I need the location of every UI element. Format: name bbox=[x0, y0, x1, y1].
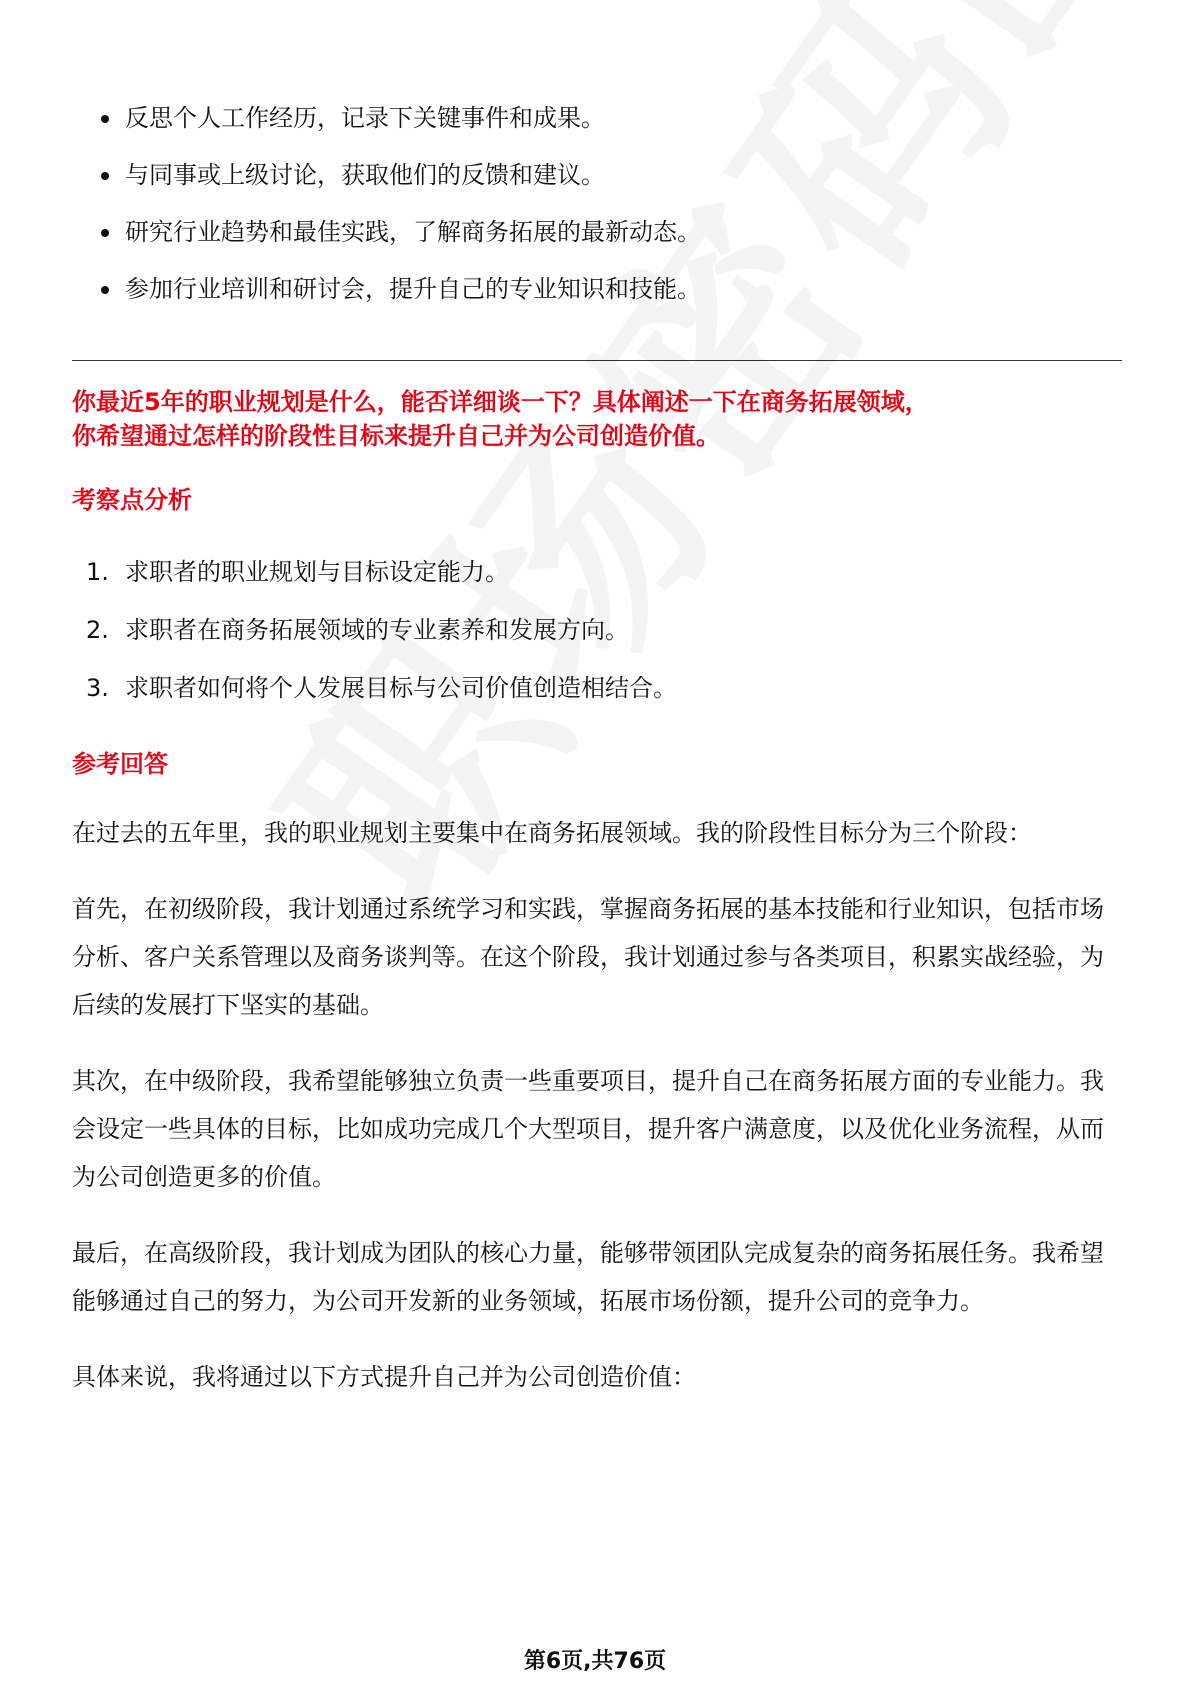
item-text: 求职者的职业规划与目标设定能力。 bbox=[125, 558, 509, 586]
item-text: 求职者在商务拓展领域的专业素养和发展方向。 bbox=[125, 616, 629, 644]
answer-paragraph: 具体来说，我将通过以下方式提升自己并为公司创造价值： bbox=[72, 1363, 696, 1391]
item-number: 1. bbox=[86, 558, 109, 586]
list-item: 与同事或上级讨论，获取他们的反馈和建议。 bbox=[72, 147, 1122, 204]
question-line-2: 你希望通过怎样的阶段性目标来提升自己并为公司创造价值。 bbox=[72, 422, 720, 450]
answer-paragraph: 其次，在中级阶段，我希望能够独立负责一些重要项目，提升自己在商务拓展方面的专业能力。我会设定一些具体的目标，比如成功完成几个大型项目，提升客户满意度，以及优化业务流程，从而为公司创造更多的价值。 bbox=[72, 1067, 1104, 1191]
list-item: 研究行业趋势和最佳实践，了解商务拓展的最新动态。 bbox=[72, 204, 1122, 261]
answer-paragraph: 最后，在高级阶段，我计划成为团队的核心力量，能够带领团队完成复杂的商务拓展任务。我希望能够通过自己的努力，为公司开发新的业务领域，拓展市场份额，提升公司的竞争力。 bbox=[72, 1239, 1104, 1315]
bullet-list bbox=[72, 90, 1122, 318]
item-text: 求职者如何将个人发展目标与公司价值创造相结合。 bbox=[125, 674, 677, 702]
answer-paragraph: 在过去的五年里，我的职业规划主要集中在商务拓展领域。我的阶段性目标分为三个阶段： bbox=[72, 819, 1032, 847]
interview-question bbox=[72, 385, 1122, 453]
page-content bbox=[72, 90, 1122, 1401]
answer-heading: 参考回答 bbox=[72, 750, 168, 778]
item-number: 3. bbox=[86, 674, 109, 702]
section-divider bbox=[72, 360, 1122, 361]
list-item bbox=[72, 543, 1122, 601]
analysis-heading: 考察点分析 bbox=[72, 486, 192, 514]
list-item: 反思个人工作经历，记录下关键事件和成果。 bbox=[72, 90, 1122, 147]
list-item bbox=[72, 659, 1122, 717]
question-line-1: 你最近5年的职业规划是什么，能否详细谈一下？具体阐述一下在商务拓展领域， bbox=[72, 388, 929, 416]
answer-paragraph: 首先，在初级阶段，我计划通过系统学习和实践，掌握商务拓展的基本技能和行业知识，包括市场分析、客户关系管理以及商务谈判等。在这个阶段，我计划通过参与各类项目，积累实战经验，为后续的发展打下坚实的基础。 bbox=[72, 895, 1104, 1019]
list-item: 参加行业培训和研讨会，提升自己的专业知识和技能。 bbox=[72, 261, 1122, 318]
item-number: 2. bbox=[86, 616, 109, 644]
page-number: 第6页,共76页 bbox=[523, 1649, 667, 1674]
analysis-list bbox=[72, 543, 1122, 717]
list-item bbox=[72, 601, 1122, 659]
